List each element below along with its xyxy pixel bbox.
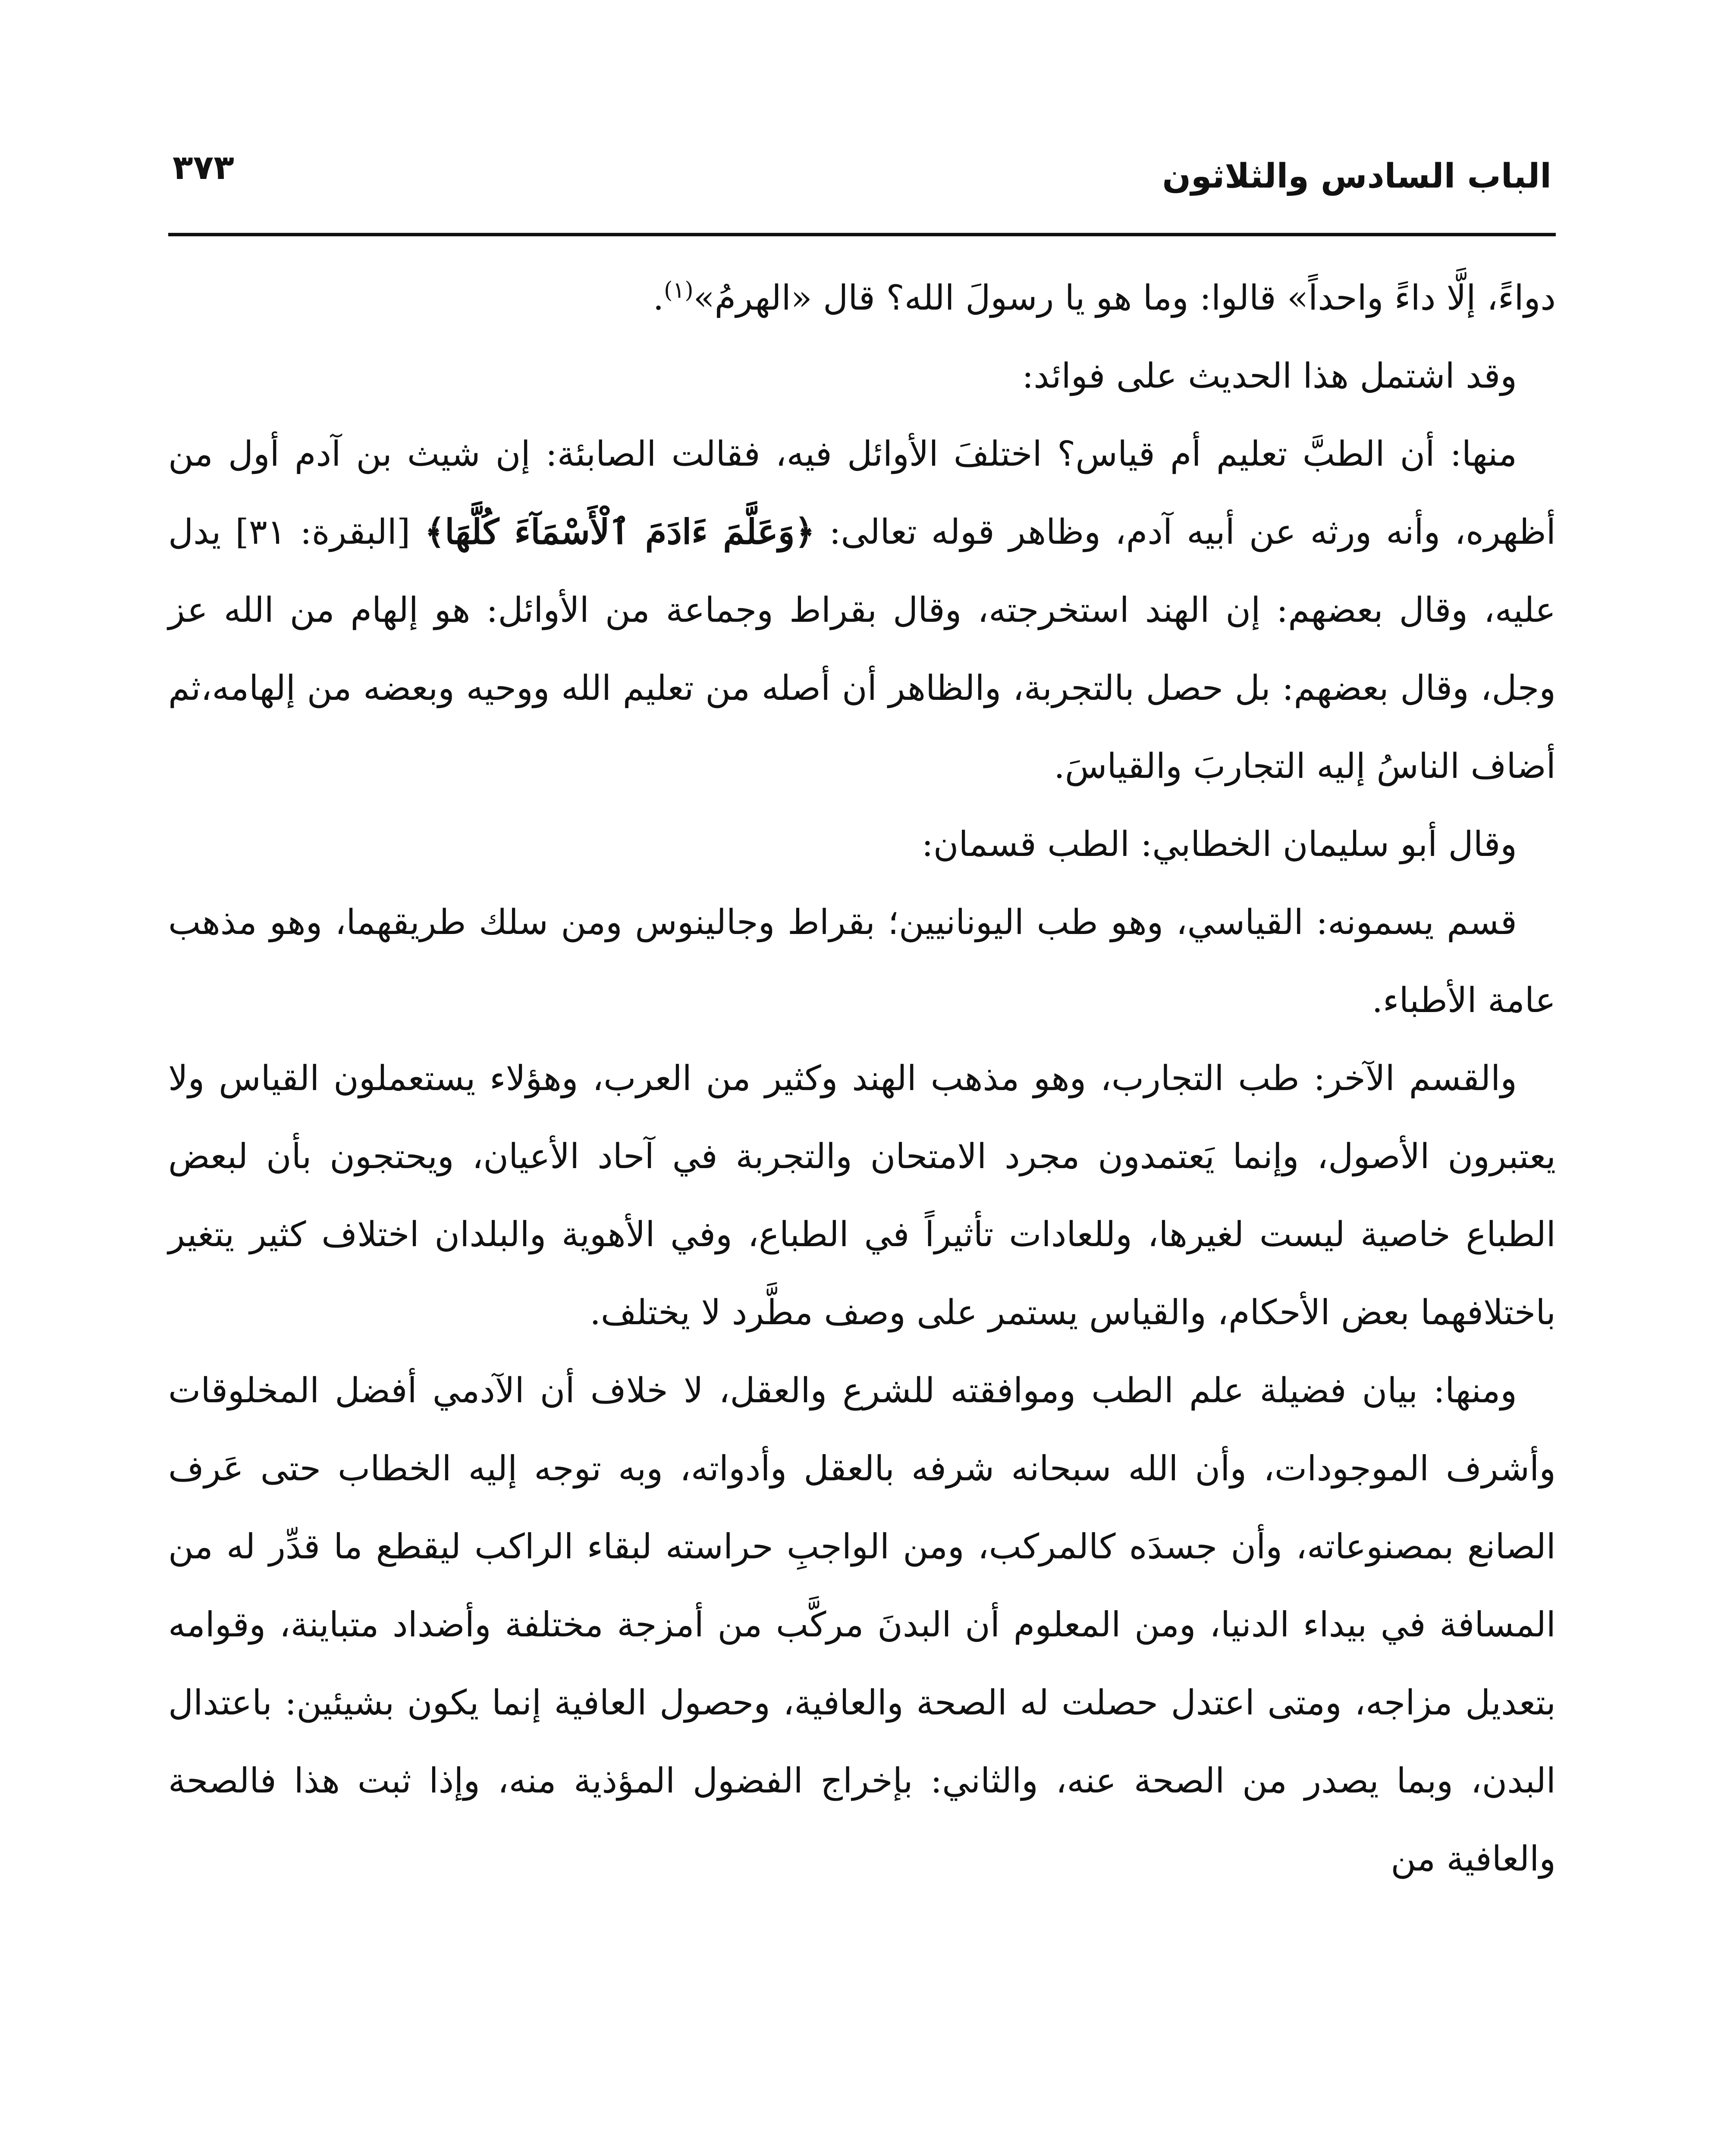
paragraph-6: والقسم الآخر: طب التجارب، وهو مذهب الهند وكثير من العرب، وهؤلاء يستعملون القياس ولا يعتبرون الأصول، وإنما يَعتمدون مجرد الامتحان والتجربة في آحاد الأعيان، ويحتجون بأن لبعض الطباع خاصية ليست لغيرها، وللعادات تأثيراً في الطباع، وفي الأهوية والبلدان اختلاف كثير يتغير باختلافهما بعض الأحكام، والقياس يستمر على وصف مطَّرد لا يختلف. xyxy=(168,1058,1556,1332)
paragraph-1-end: . xyxy=(653,278,664,318)
header-divider xyxy=(168,233,1556,236)
chapter-title: الباب السادس والثلاثون xyxy=(1162,157,1551,196)
footnote-reference: (١) xyxy=(664,277,694,304)
paragraph-2: وقد اشتمل هذا الحديث على فوائد: xyxy=(1022,356,1517,396)
paragraph-1-text: دواءً، إلَّا داءً واحداً» قالوا: وما هو يا رسولَ الله؟ قال «الهرمُ» xyxy=(693,278,1556,318)
paragraph-3-text-b: [البقرة: ٣١] يدل عليه، وقال بعضهم: إن الهند استخرجته، وقال بقراط وجماعة من الأوائل: هو إلهام من الله عز وجل، وقال بعضهم: بل حصل بالتجربة، والظاهر أن أصله من تعليم الله ووحيه وبعضه من إلهامه،ثم أضاف الناسُ إليه التجاربَ والقياسَ. xyxy=(168,512,1556,786)
paragraph-7: ومنها: بيان فضيلة علم الطب وموافقته للشرع والعقل، لا خلاف أن الآدمي أفضل المخلوقات وأشرف الموجودات، وأن الله سبحانه شرفه بالعقل وأدواته، وبه توجه إليه الخطاب حتى عَرف الصانع بمصنوعاته، وأن جسدَه كالمركب، ومن الواجبِ حراسته لبقاء الراكب ليقطع ما قدِّر له من المسافة في بيداء الدنيا، ومن المعلوم أن البدنَ مركَّب من أمزجة مختلفة وأضداد متباينة، وقوامه بتعديل مزاجه، ومتى اعتدل حصلت له الصحة والعافية، وحصول العافية إنما يكون بشيئين: باعتدال البدن، وبما يصدر من الصحة عنه، والثاني: بإخراج الفضول المؤذية منه، وإذا ثبت هذا فالصحة والعافية من xyxy=(168,1370,1556,1879)
page-number: ٣٧٣ xyxy=(173,148,234,187)
paragraph-3-text-a: منها: أن الطبَّ تعليم أم قياس؟ اختلفَ الأوائل فيه، فقالت الصابئة: إن شيث بن آدم أول من أظهره، وأنه ورثه عن أبيه آدم، وظاهر قوله تعالى: xyxy=(168,434,1556,552)
quran-verse: ﴿وَعَلَّمَ ءَادَمَ ٱلْأَسْمَآءَ كُلَّهَا﴾ xyxy=(424,511,815,552)
paragraph-5: قسم يسمونه: القياسي، وهو طب اليونانيين؛ بقراط وجالينوس ومن سلك طريقهما، وهو مذهب عامة الأطباء. xyxy=(168,902,1556,1020)
paragraph-4: وقال أبو سليمان الخطابي: الطب قسمان: xyxy=(921,824,1517,864)
paragraph-1 xyxy=(168,259,1556,337)
page-header xyxy=(168,142,1556,229)
paragraph-3 xyxy=(168,415,1556,805)
main-text xyxy=(168,259,1556,1898)
